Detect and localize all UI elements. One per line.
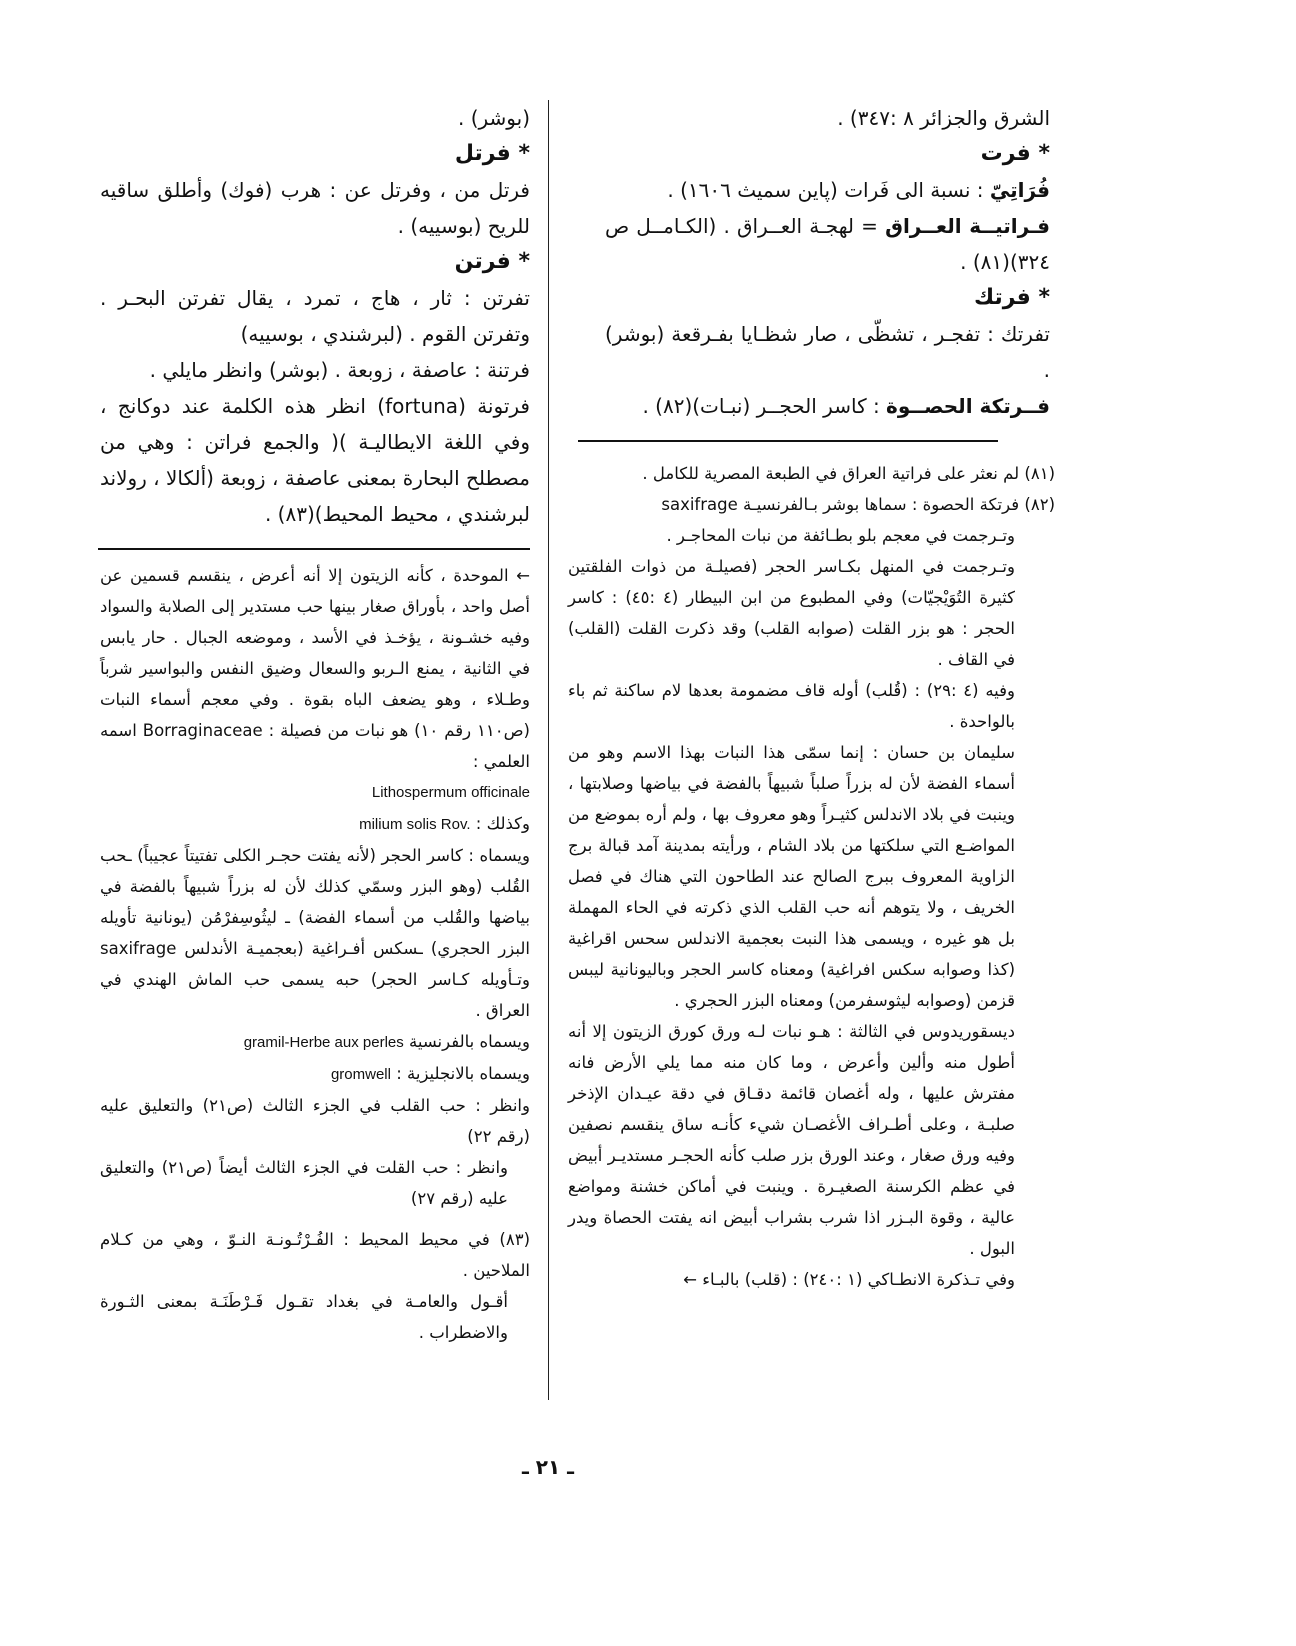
latin-prefix: وكذلك :: [475, 814, 530, 833]
left-footnote-rule: [98, 548, 530, 550]
left-footnotes: [100, 560, 530, 1348]
latin-name: Lithospermum officinale: [371, 784, 530, 801]
entry-definition: فرتنة : عاصفة ، زوبعة . (بوشر) وانظر مايلي .: [149, 358, 530, 382]
footnote-81: (٨١) لم نعثر على فراتية العراق في الطبعة المصرية للكامل .: [642, 464, 1055, 483]
footnote-82-continued: ← الموحدة ، كأنه الزيتون إلا أنه أعرض ، ينقسم قسمين عن أصل واحد ، بأوراق صغار بينها حب مستدير إلى الصلابة والسواد وفيه خشـونة ، يؤخـذ في الأسد ، وموضعه الجبال . حار يابس في الثانية ، يمنع الـربو والسعال وضيق النفس والبواسير شرباً وطـلاء ، وهو يضعف الباه بقوة . وفي معجم أسماء النبات (ص١١٠ رقم ١٠) هو نبات من فصيلة : Borraginaceae اسمه العلمي :: [100, 566, 530, 771]
entry-line: [605, 208, 1050, 280]
french-name: gramil-Herbe aux perles: [243, 1034, 404, 1051]
left-column-entries: [100, 100, 530, 532]
entry-line: [605, 316, 1050, 388]
footnote-82-para: وتـرجمت في المنهل بكـاسر الحجر (فصيلـة من ذوات الفلقتين كثيرة التُوَيْجيّات) وفي المطبوع من ابن البيطار (٤ :٤٥) : كاسر الحجر : هو بزر القلت (صوابه القلب) وقد ذكرت القلت (القلب) في القاف .: [568, 557, 1015, 669]
entry-definition: : نسبة الى فَرات (پاين سميث ١٦٠٦) .: [667, 178, 990, 202]
footnote-82-para: سليمان بن حسان : إنما سمّى هذا النبات بهذا الاسم وهو من أسماء الفضة لأن له بزراً صلباً شبيهاً بالفضة في بياضها وصلابتها ، وينبت في بلاد الاندلس كثيـراً وهو معروف بها ، ولم أره بموضع من المواضـع التي سلكتها من بلاد الشام ، ورأيته بمدينة آمد قبالة برج الزاوية المعروف ببرج الصالح عند الطاحون التي هناك في فصل الخريف ، ولا يتوهم أنه حب القلب الذي ذكرته في الحاء المهملة بل هو غيره ، ويسمى هذا النبت بعجمية الاندلس سحس اقراغية (كذا وصوابه سكس افراغية) ومعناه كاسر الحجر وباليونانية ليبس قزمن (وصوابه ليثوسفرمن) ومعناه البزر الحجري .: [568, 743, 1015, 1010]
french-prefix: ويسماه بالفرنسية: [409, 1032, 530, 1051]
right-footnote-rule: [578, 440, 998, 442]
footnote-82-para: وتـرجمت في معجم بلو بطـائفة من نبات المحاجـر .: [666, 526, 1015, 545]
footnote-83-para: أقـول والعامـة في بغداد تقـول فَـرْطَنَـة بمعنى الثـورة والاضطراب .: [100, 1292, 508, 1342]
english-prefix: ويسماه بالانجليزية :: [396, 1064, 530, 1083]
column-divider: [548, 100, 549, 1400]
entry-definition: تفرتن : ثار ، هاج ، تمرد ، يقال تفرتن البحـر . وتفرتن القوم . (لبرشندي ، بوسييه): [100, 286, 530, 346]
entry-heading-fartak: * فرتك: [973, 285, 1050, 310]
english-name-line: [100, 1058, 530, 1090]
english-name: gromwell: [330, 1066, 391, 1083]
continuation-line: (بوشر) .: [457, 106, 530, 130]
footnote-82: (٨٢) فرتكة الحصوة : سماها بوشر بـالفرنسيـة saxifrage: [661, 495, 1055, 514]
entry-definition: : كاسر الحجــر (نبـات)(٨٢) .: [642, 394, 887, 418]
entry-heading-fartan: * فرتن: [454, 249, 530, 274]
footnote-82-para: وفي تـذكرة الانطـاكي (١ :٢٤٠) : (قلب) بالبـاء ←: [683, 1270, 1015, 1289]
entry-line: [605, 388, 1050, 424]
cross-reference: وانظر : حب القلب في الجزء الثالث (ص٢١) والتعليق عليه (رقم ٢٢): [100, 1096, 530, 1146]
latin-name: milium solis Rov.: [359, 816, 471, 833]
footnote-82-para: ويسماه : كاسر الحجر (لأنه يفتت حجـر الكلى تفتيتاً عجيباً) ـحب القُلب (وهو البزر وسمّي كذلك لأن له بزراً شبيهاً بالفضة في بياضها والقُلب من أسماء الفضة) ـ ليثُوسِفرْمُن (يونانية تأويله البزر الحجري) ـسكس أفـراغية (بعجميـة الأندلس saxifrage وتـأويله كـاسر الحجر) حبه يسمى حب الماش الهندي في العراق .: [100, 846, 530, 1020]
entry-term: فــرتكة الحصــوة: [886, 394, 1050, 418]
footnote-82-para: ديسقوريدوس في الثالثة : هـو نبات لـه ورق كورق الزيتون إلا أنه أطول منه وألين وأعرض ، وما كان منه مما يلي الأرض فانه مفترش عليها ، وله أغصان قائمة دقـاق في دقة عيـدان الإذخر صلبـة ، وعلى أطـراف الأغصـان شيء كأنـه ساق ينقسم نصفين وفيه ورق صغار ، وعند الورق بزر صلب كأنه الحجـر مستديـر أبيض في عظم الكرسنة الصغيـرة . وينبت في أماكن خشنة ومواضع عالية ، وقوة البـزر اذا شرب بشراب أبيض انه يفتت الحصاة ويدر البول .: [568, 1022, 1015, 1258]
footnote-82-para: وفيه (٤ :٢٩) : (قُلب) أوله قاف مضمومة بعدها لام ساكنة ثم باء بالواحدة .: [568, 681, 1015, 731]
entry-definition: = لهجـة العــراق . (الكـامــل ص ٣٢٤)(٨١) .: [605, 214, 1050, 274]
cross-reference: وانظر : حب القلت في الجزء الثالث أيضاً (ص٢١) والتعليق عليه (رقم ٢٧): [100, 1158, 508, 1208]
entry-heading-fart: * فرت: [980, 141, 1050, 166]
page-number: ـ ٢١ ـ: [521, 1455, 575, 1479]
right-column-entries: [605, 100, 1050, 424]
entry-definition: فرتل من ، وفرتل عن : هرب (فوك) وأطلق ساقيه للريح (بوسييه) .: [100, 178, 530, 238]
entry-heading-fartal: * فرتل: [454, 141, 530, 166]
latin-name-line: [100, 808, 530, 840]
entry-definition: فرتونة (fortuna) انظر هذه الكلمة عند دوكانج ، وفي اللغة الايطاليـة )( والجمع فراتن : وهي من مصطلح البحارة بمعنى عاصفة ، زوبعة (ألكالا ، رولاند لبرشندي ، محيط المحيط)(٨٣) .: [100, 394, 530, 526]
continuation-line: الشرق والجزائر ٨ :٣٤٧) .: [837, 106, 1050, 130]
entry-line: [605, 172, 1050, 208]
french-name-line: [100, 1026, 530, 1058]
entry-term: فـراتيــة العــراق: [885, 214, 1051, 238]
entry-definition: تفرتك : تفجـر ، تشظّى ، صار شظـايا بفـرقعة (بوشر) .: [605, 322, 1050, 382]
footnote-83: (٨٣) في محيط المحيط : الفُـرْتُـونـة النـوّ ، وهي من كـلام الملاحين .: [100, 1230, 530, 1280]
right-footnotes: [568, 458, 1055, 1295]
entry-term: فُرَاتِيّ: [989, 178, 1050, 202]
